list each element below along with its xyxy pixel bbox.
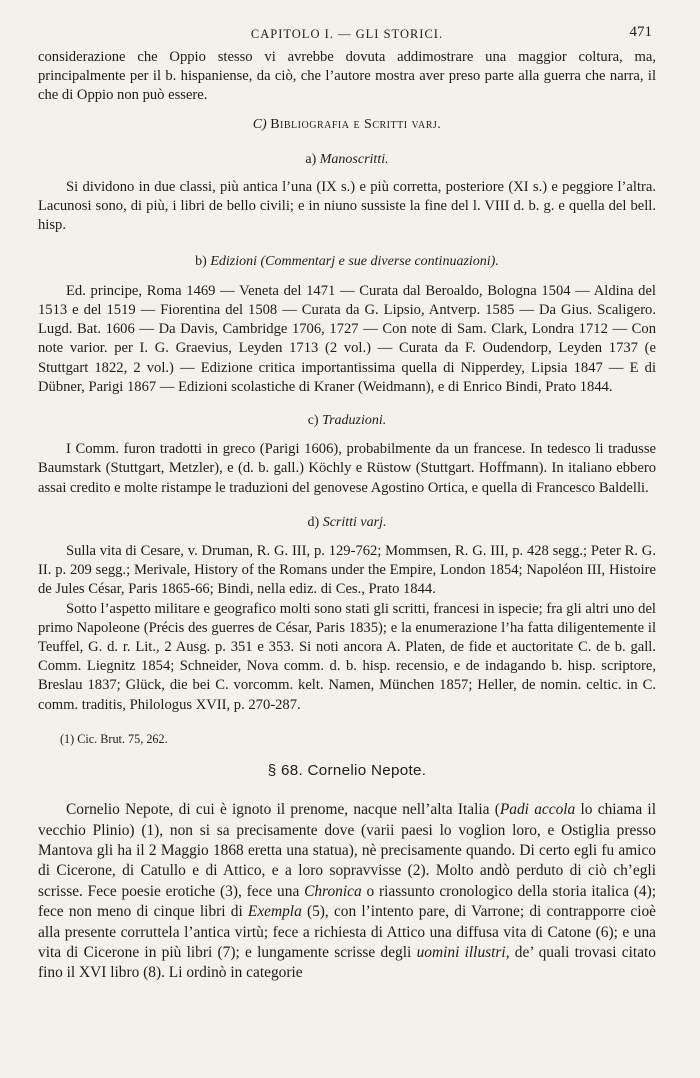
page-number: 471 xyxy=(629,24,652,40)
running-title: CAPITOLO I. — GLI STORICI. xyxy=(250,27,444,41)
footnote: (1) Cic. Brut. 75, 262. xyxy=(60,731,168,746)
book-page xyxy=(38,24,656,984)
subheading-traduzioni: c) Traduzioni. xyxy=(307,413,387,429)
subheading-scritti-varj: d) Scritti varj. xyxy=(307,514,387,530)
intro-paragraph: considerazione che Oppio stesso vi avrebbe dovuta addimostrare una maggior coltura, ma, principalmente per il b. hispaniense, da ciò, che l’autore mostra aver preso parte alla guerra che narra, il che di Oppio non può essere. xyxy=(38,49,656,104)
subheading-edizioni: b) Edizioni (Commentarj e sue diverse continuazioni). xyxy=(195,253,499,269)
subheading-manoscritti: a) Manoscritti. xyxy=(305,151,389,167)
scritti-varj-paragraph-2: Sotto l’aspetto militare e geografico molti sono stati gli scritti, francesi in ispecie; fra gli altri uno del primo Napoleone (Précis des guerres de César, Paris 1835); e la enumerazione l’ha fatta diligentemente il Teuffel, G. d. r. Lit., 2 Ausg. p. 351 e 353. Si noti ancora A. Platen, de fide et auctoritate C. de b. gall. Comm. Liegnitz 1854; Schneider, Nova comm. d. b. hisp. recensio, e de indagando b. hisp. scriptore, Breslau 1837; Glück, die bei C. vorcomm. kelt. Namen, München 1857; Heller, de nomin. celtic. in C. comm. traditis, Philologus XVII, p. 270-287. xyxy=(38,600,656,713)
edizioni-paragraph: Ed. principe, Roma 1469 — Veneta del 1471 — Curata dal Beroaldo, Bologna 1504 — Aldina del 1513 e del 1519 — Fiorentina del 1508 — Curata da G. Lipsio, Antverp. 1585 — Da Gius. Scaligero. Lugd. Bat. 1606 — Da Davis, Cambridge 1706, 1727 — Con note di Sam. Clark, Londra 1712 — Con note varior. per I. G. Graevius, Leyden 1713 (2 vol.) — Curata da F. Oudendorp, Leyden 1737 (e Stuttgart 1822, 2 vol.) — Edizione critica importantissima quella di Nipperdey, Lipsia 1847 — E di Dübner, Parigi 1867 — Edizioni scolastiche di Kraner (Weidmann), e di Enrico Bindi, Prato 1844. xyxy=(38,282,656,395)
section-title-cornelio-nepote: § 68. Cornelio Nepote. xyxy=(267,761,427,779)
scritti-varj-paragraph-1: Sulla vita di Cesare, v. Druman, R. G. III, p. 129-762; Mommsen, R. G. III, p. 428 segg.; Peter R. G. II. p. 209 segg.; Merivale, History of the Romans under the Empire, London 1854; Napoléon III, Histoire de Jules César, Paris 1865-66; Bindi, nella ediz. di Ces., Prato 1844. xyxy=(38,543,656,598)
manoscritti-paragraph: Si dividono in due classi, più antica l’una (IX s.) e più corretta, posteriore (XI s.) e peggiore l’altra. Lacunosi sono, di più, i libri de bello civili; e in niuno sussiste la fine del l. VIII d. b. g. e quella del bell. hisp. xyxy=(38,179,656,234)
running-head xyxy=(38,24,656,48)
cornelio-nepote-paragraph: Cornelio Nepote, di cui è ignoto il prenome, nacque nell’alta Italia (Padi accola lo chiama il vecchio Plinio) (1), non si sa precisamente dove (varii paesi lo voglion loro, e Ostiglia presso Mantova gli ha il 2 Maggio 1868 eretta una statua), nè precisamente quando. Di certo egli fu amico di Cicerone, di Catullo e di Attico, e a loro sopravvisse (2). Molto andò perduto di ciò ch’egli scrisse. Fece poesie erotiche (3), fece una Chronica o riassunto cronologico della storia italica (4); fece non meno di cinque libri di Exempla (5), con l’intento pare, di Varrone; di contrapporre cioè alla presente corruttela l’antica virtù; fece a richiesta di Attico una diffusa vita di Catone (6); e una vita di Cicerone in più libri (7); e lungamente scrisse degli uomini illustri, de’ quali trovasi citato fino il XVI libro (8). Li ordinò in categorie xyxy=(38,801,656,982)
traduzioni-paragraph: I Comm. furon tradotti in greco (Parigi 1606), probabilmente da un francese. In tedesco li tradusse Baumstark (Stuttgart, Metzler), e (d. b. gall.) Köchly e Rüstow (Stuttgart. Hoffmann). In italiano ebbero assai credito e molte ristampe le traduzioni del genovese Agostino Ortica, e quella di Francesco Baldelli. xyxy=(38,441,656,496)
section-heading-bibliografia: C) Bibliografia e Scritti varj. xyxy=(252,116,442,132)
